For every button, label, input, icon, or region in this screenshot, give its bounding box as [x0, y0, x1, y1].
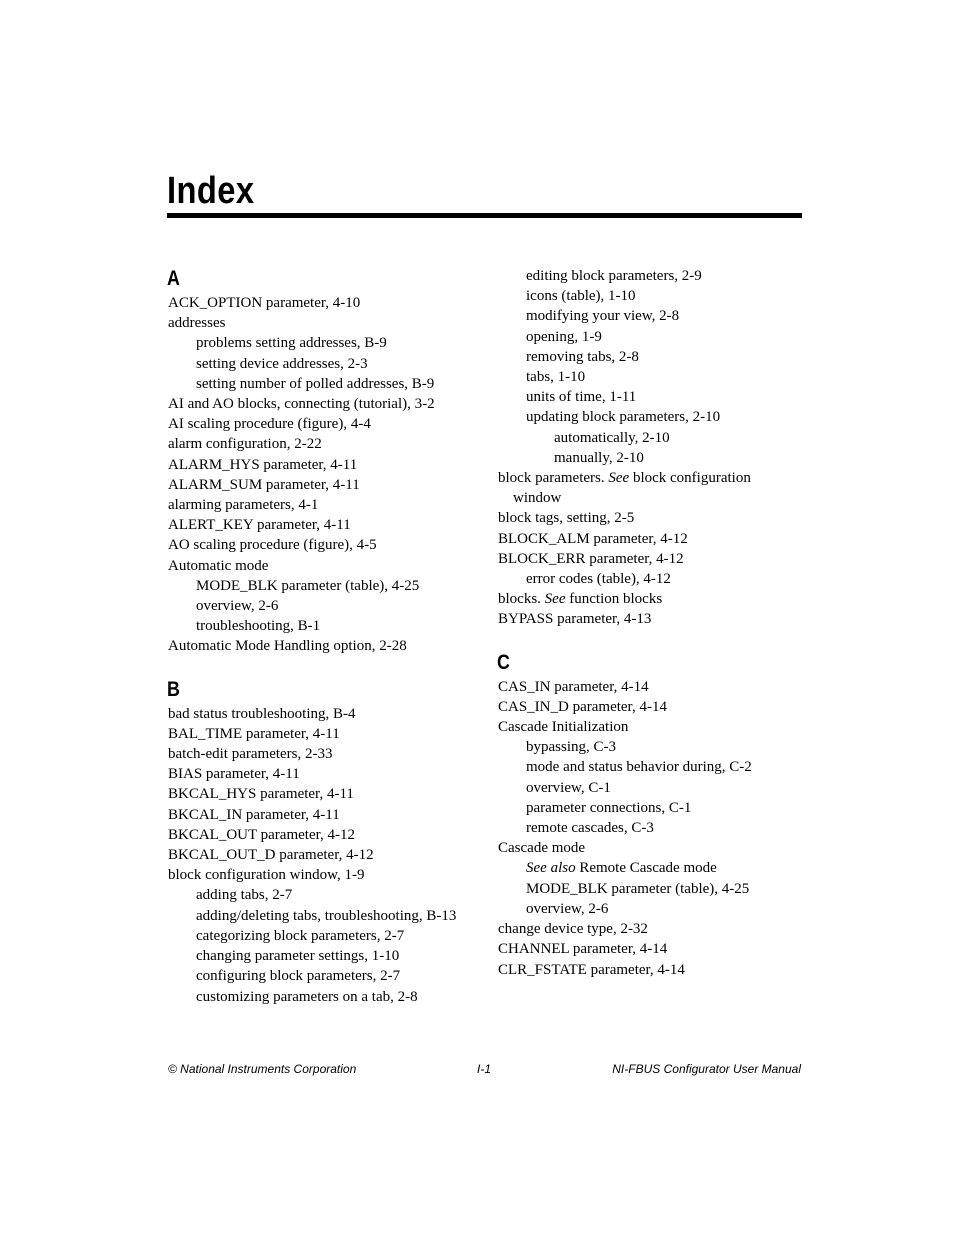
- index-entry: alarm configuration, 2-22: [168, 436, 322, 453]
- index-entry: ALERT_KEY parameter, 4-11: [168, 517, 351, 534]
- index-subentry: tabs, 1-10: [526, 369, 586, 386]
- index-subentry: troubleshooting, B-1: [196, 618, 321, 635]
- index-subentry: MODE_BLK parameter (table), 4-25: [526, 880, 750, 897]
- index-subentry: setting number of polled addresses, B-9: [196, 375, 435, 392]
- index-column-right: [498, 266, 798, 980]
- index-subentry: configuring block parameters, 2-7: [196, 968, 401, 985]
- entry-term: blocks.: [498, 591, 541, 608]
- index-entry: bad status troubleshooting, B-4: [168, 705, 356, 722]
- index-subentry: updating block parameters, 2-10: [526, 409, 721, 426]
- index-subentry: icons (table), 1-10: [526, 288, 636, 305]
- index-subentry: error codes (table), 4-12: [526, 571, 671, 588]
- index-entry: Automatic Mode Handling option, 2-28: [168, 638, 407, 655]
- index-entry: BLOCK_ALM parameter, 4-12: [498, 530, 688, 547]
- index-entry: [498, 589, 798, 609]
- index-subentry: categorizing block parameters, 2-7: [196, 927, 405, 944]
- see-reference: See: [608, 470, 630, 487]
- index-subentry: overview, C-1: [526, 779, 611, 796]
- index-entry: BLOCK_ERR parameter, 4-12: [498, 550, 684, 567]
- index-subentry: overview, 2-6: [196, 598, 279, 615]
- title-rule: [167, 213, 802, 218]
- index-subentry: mode and status behavior during, C-2: [526, 759, 752, 776]
- index-entry: BKCAL_HYS parameter, 4-11: [168, 786, 354, 803]
- index-subsubentry: automatically, 2-10: [554, 429, 670, 446]
- index-entry: addresses: [168, 315, 226, 332]
- index-subentry: changing parameter settings, 1-10: [196, 948, 400, 965]
- index-subentry: modifying your view, 2-8: [526, 308, 680, 325]
- index-entry: ALARM_SUM parameter, 4-11: [168, 476, 360, 493]
- index-subsubentry: manually, 2-10: [554, 449, 644, 466]
- index-entry: BAL_TIME parameter, 4-11: [168, 725, 340, 742]
- entry-target: block configuration: [632, 470, 751, 487]
- index-entry: AI scaling procedure (figure), 4-4: [168, 416, 371, 433]
- index-entry: CHANNEL parameter, 4-14: [498, 941, 668, 958]
- index-subentry: problems setting addresses, B-9: [196, 335, 387, 352]
- index-entry: block tags, setting, 2-5: [498, 510, 635, 527]
- index-entry: CLR_FSTATE parameter, 4-14: [498, 961, 685, 978]
- index-subentry: bypassing, C-3: [526, 739, 616, 756]
- footer-copyright: © National Instruments Corporation: [168, 1062, 357, 1076]
- index-entry: AI and AO blocks, connecting (tutorial), 3-2: [168, 396, 435, 413]
- index-entry: ACK_OPTION parameter, 4-10: [168, 295, 361, 311]
- index-subentry: removing tabs, 2-8: [526, 348, 639, 365]
- index-subentry: opening, 1-9: [526, 328, 602, 345]
- section-letter-b: B: [167, 677, 180, 701]
- section-letter-c: C: [497, 650, 510, 674]
- index-entry: batch-edit parameters, 2-33: [168, 746, 333, 763]
- index-entry: [498, 468, 798, 488]
- see-reference: See: [544, 591, 566, 608]
- entry-target: Remote Cascade mode: [579, 860, 717, 877]
- index-subentry: adding tabs, 2-7: [196, 887, 293, 904]
- index-subentry: overview, 2-6: [526, 900, 609, 917]
- index-entry-continuation: window: [513, 490, 562, 507]
- index-subentry: MODE_BLK parameter (table), 4-25: [196, 577, 420, 594]
- index-entry: alarming parameters, 4-1: [168, 497, 319, 514]
- index-entry: AO scaling procedure (figure), 4-5: [168, 537, 377, 554]
- entry-target: function blocks: [569, 591, 663, 608]
- index-entry: CAS_IN_D parameter, 4-14: [498, 698, 667, 715]
- index-entry: Automatic mode: [168, 557, 269, 574]
- index-subentry: parameter connections, C-1: [526, 799, 692, 816]
- index-entry: change device type, 2-32: [498, 921, 648, 938]
- index-entry: BIAS parameter, 4-11: [168, 766, 300, 783]
- index-entry: ALARM_HYS parameter, 4-11: [168, 456, 358, 473]
- index-subentry: customizing parameters on a tab, 2-8: [196, 988, 418, 1005]
- index-subentry: setting device addresses, 2-3: [196, 355, 368, 372]
- index-entry: CAS_IN parameter, 4-14: [498, 678, 649, 695]
- index-entry: BKCAL_OUT parameter, 4-12: [168, 826, 355, 843]
- index-entry: BYPASS parameter, 4-13: [498, 611, 652, 628]
- index-entry: BKCAL_OUT_D parameter, 4-12: [168, 847, 374, 864]
- see-also-reference: See also: [526, 860, 576, 877]
- index-entry: Cascade Initialization: [498, 719, 629, 736]
- index-subentry: units of time, 1-11: [526, 389, 637, 406]
- index-entry: block configuration window, 1-9: [168, 867, 365, 884]
- index-entry: BKCAL_IN parameter, 4-11: [168, 806, 340, 823]
- footer-manual-title: NI-FBUS Configurator User Manual: [612, 1062, 801, 1076]
- page-title: Index: [167, 170, 255, 212]
- entry-term: block parameters.: [498, 470, 605, 487]
- index-subentry: adding/deleting tabs, troubleshooting, B-13: [196, 907, 457, 924]
- index-entry: Cascade mode: [498, 840, 586, 857]
- section-letter-a: A: [167, 267, 180, 290]
- index-subentry: editing block parameters, 2-9: [526, 268, 702, 284]
- index-column-left: [168, 266, 488, 1007]
- index-subentry: remote cascades, C-3: [526, 820, 654, 837]
- footer-page-number: I-1: [477, 1062, 492, 1076]
- index-subentry: [498, 858, 798, 878]
